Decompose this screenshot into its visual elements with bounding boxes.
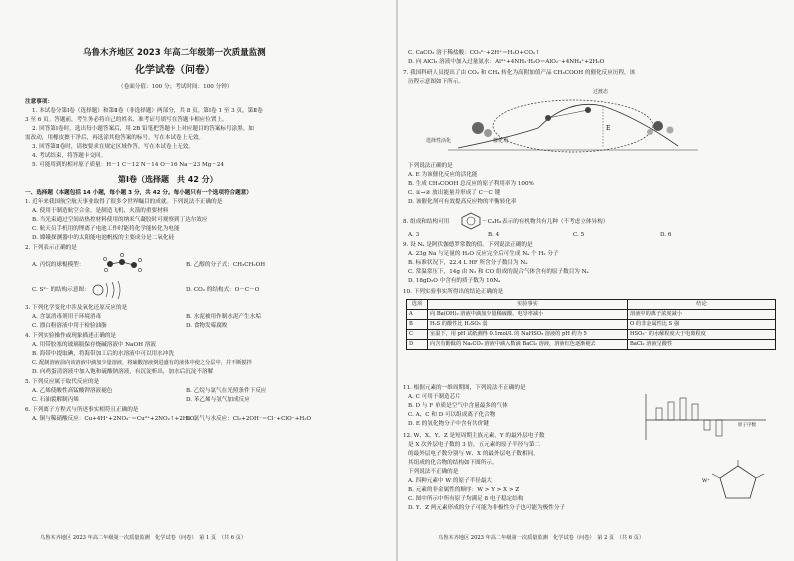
question-12-line: 其组成的化合物的结构如下图所示。 [408,460,498,466]
option: B. 水泥被用作制水泥产生水垢 [186,314,261,320]
option: A. 含氯消毒剂用于环境消毒 [32,314,102,320]
question-12-line: 的最外层电子数分别与 W、X 的最外层电子数相同， [408,451,539,457]
experiment-table [406,299,776,350]
option: B. 4 [488,232,500,238]
part-title: 第Ⅰ卷（选择题 共 42 分） [118,175,218,184]
option: D. CO₂ 的结构式：O－C－O [186,287,260,293]
notice-line: 3 至 6 页。答题前，考生务必将自己的姓名、准考证号填写在答题卡相应位置上。 [25,117,228,123]
option: D. 18gD₂O 中含有的质子数为 10Nₐ [408,278,501,284]
option: C. 漂白粉溶液中用于检验油脂 [32,323,107,329]
option: B. 海带中提取碘，将海带加工后的水溶液中可以用水冲洗 [32,351,174,357]
table-cell: A [407,310,428,320]
option: A. 铜与稀硝酸反应：Cu+4H⁺+2NO₃⁻＝Cu²⁺+2NO₂↑+2H₂O [32,416,195,422]
table-cell: C [407,330,428,340]
option: C. 配制溶液前向该溶液中滴加少量溶液，将硫酸溶液倒进盛有的液体中使之分层中，并不断搅拌 [32,360,252,366]
question-7-stem: 7. 我国科研人员提出了由 CO₂ 和 CH₄ 转化为高附加值产品 CH₃COOH 的催化反应历程，该 [403,70,636,76]
table-cell: H₂S 的酸性比 H₂SO₃ 弱 [428,320,628,330]
option: C. S²⁻ 的结构示意图： [32,287,90,293]
notice-title: 注意事项： [25,99,53,105]
table-cell: 室温下，用 pH 试纸测得 0.1mol/L 的 NaHSO₃ 溶液的 pH 约为 5 [428,330,628,340]
option: A. 23g Na 与足量的 H₂O 反应完全后可生成 Nₐ 个 H₂ 分子 [408,251,559,257]
option: C. CaCO₃ 溶于稀盐酸：CO₃²⁻+2H⁺＝H₂O+CO₂↑ [408,50,540,56]
table-cell: 向含有酚酞的 Na₂CO₃ 溶液中滴入数滴 BaCl₂ 溶液，溶液红色逐渐褪去 [428,340,628,350]
question-3-stem: 3. 下列化学变化中涉及氧化还原反应的是 [25,305,128,311]
benzene-ring-figure [460,212,482,230]
option: C. 石油裂解制丙烯 [32,397,79,403]
question-6-stem: 6. 下列离子方程式与所述事实相符且正确的是 [25,407,139,413]
notice-line: 2. 回答第Ⅰ卷时，选出每小题答案后，用 2B 铅笔把答题卡上对应题目的答案标号涂黑。如 [32,126,254,132]
option: B. 乙醇的分子式：CH₃CH₂OH [186,262,266,268]
table-cell: BaCl₂ 溶液呈酸性 [628,340,776,350]
page-footer: 乌鲁木齐地区 2023 年高二年级第一次质量监测 化学试卷（问卷） 第 2 页 （共 6 页） [438,535,645,541]
option: A. 四种元素中 W 的原子半径最大 [408,478,493,484]
option: A. 丙烷的球棍模型： [32,262,85,268]
question-12-line: 下列说法不正确的是 [408,469,459,475]
option: B. D 与 F 单质是空气中含量最多的气体 [408,403,508,409]
svg-text:E: E [606,125,611,132]
option: B. 乙烷与氯气在光照条件下反应 [186,388,267,394]
table-row [407,310,776,320]
option: D. 向 AlCl₃ 溶液中加入过量氨水：Al³⁺+4NH₃·H₂O＝AlO₂⁻+4NH₄⁺+2H₂O [408,59,605,65]
question-12-line: 是 X 次外层电子数的 3 倍，五元素的原子半径与第二 [408,442,541,448]
option: C. 图中所示中所有原子均满足 8 电子稳定结构 [408,496,524,502]
option: B. 元素的非金属性的顺序：W > Y > X > Z [408,487,520,493]
section-intro: 一、选择题（本题包括 14 小题，每小题 3 分，共 42 分。每小题只有一个选项符合题意） [25,190,252,196]
table-cell: B [407,320,428,330]
question-5-stem: 5. 下列反应属于取代反应的是 [25,379,100,385]
option: B. 当光束通过空间站热控材料使用的纳米气凝胶时可观察到丁达尔效应 [32,217,208,223]
option: D. 苯乙烯与氢气加成反应 [186,397,250,403]
question-9-stem: 9. 设 Nₐ 是阿伏伽德罗常数的值。下列说法正确的是 [403,242,533,248]
option: C. ①→② 放出能量并形成了 C－C 键 [408,190,501,196]
option: A. E 为该催化反应的活化能 [408,172,478,178]
notice-line: 5. 可能用到的相对原子质量：H－1 C－12 N－14 O－16 Na－23 Mg－24 [32,162,225,168]
question-4-stem: 4. 下列实验操作或现象描述正确的是 [25,333,117,339]
table-header-cell: 结论 [628,300,776,310]
reaction-mechanism-figure [428,88,718,160]
table-row [407,330,776,340]
option: A. 3 [408,232,420,238]
figure-label-transition: 过渡态 [593,89,609,95]
option: D. 6 [660,232,672,238]
periodic-chart-figure [626,390,776,452]
exam-meta: （卷面分值：100 分；考试时间：100 分钟） [118,84,233,90]
question-1-stem: 1. 近年来我国航空航天事业取得了很多令世界瞩目的成就。下列说法不正确的是 [25,199,223,205]
page-2 [398,0,794,561]
question-8-stem: 8. 组成和结构可用 [403,219,450,225]
option: D. 向鸡蛋清溶液中加入饱和硫酸钠溶液，有沉淀析出，加水后沉淀不溶解 [32,369,214,375]
table-cell: 向 Ba(OH)₂ 溶液中滴加少量稀硫酸，电导率减小 [428,310,628,320]
table-header [407,300,776,310]
notice-line: 3. 回答第Ⅱ卷时，请按要求在规定区域作答，写在本试卷上无效。 [32,144,194,150]
question-12-stem: 12. W、X、Y、Z 是短周期主族元素，Y 的最外层电子数 [403,433,545,439]
option: A. 乙烯使酸性高锰酸钾溶液褪色 [32,388,113,394]
question-8-stem: 表示的有机物共有几种（不考虑立体异构） [502,219,609,225]
question-11-stem: 11. 根据元素的一维周期图，下列说法不正确的是 [403,385,526,391]
table-row [407,320,776,330]
option: D. E 的氢化物分子中含有共价键 [408,421,489,427]
option: A. 使用于制造航空合金，是制造飞机、火箭的重要材料 [32,208,169,214]
compound-structure-figure [698,458,778,510]
question-2-stem: 2. 下列表示正确的是 [25,245,77,251]
table-header-cell: 选项 [407,300,428,310]
option: D. 该催化剂可有效提高反应物的平衡转化率 [408,199,517,205]
option: D. 食物发霉腐败 [186,323,228,329]
table-row [407,340,776,350]
option: C. 5 [573,232,585,238]
option: D. Y、Z 两元素形成的分子可能为非极性分子也可能为极性分子 [408,505,566,511]
table-cell: D [407,340,428,350]
svg-text:W⁺: W⁺ [702,478,710,484]
sulfide-ion-diagram [90,279,124,301]
page-1 [0,0,396,561]
option: D. 嫦娥探测器中的太阳能电池帆板的主要成分是二氧化硅 [32,235,175,241]
table-cell: O 的非金属性比 S 强 [628,320,776,330]
exam-title: 乌鲁木齐地区 2023 年高二年级第一次质量监测 [83,48,266,58]
notice-line: 需改动，用橡皮擦干净后，再选涂其他答案的标号。写在本试卷上无效。 [25,135,205,141]
option: C. 航天员手机用的锂离子电池工作时能将化学能转化为电能 [32,226,180,232]
chart-axis-label: 原子序数 [738,423,756,428]
option: C. 常温常压下，14g 由 N₂ 和 CO 组成的混合气体含有的原子数目为 Nₐ [408,269,589,275]
paper-subtitle: 化学试卷（问卷） [135,65,215,76]
option: A. 用带胶塞的玻璃瓶保存烧碱溶液中 NaOH 溶液 [32,342,156,348]
option: B. 生成 CH₃COOH 总反应的原子利用率为 100% [408,181,534,187]
question-10-stem: 10. 下列实验事实所得出的结论正确的是 [403,289,504,295]
table-header-cell: 实验事实 [428,300,628,310]
figure-label-activation: 选择性活化 [426,138,452,144]
question-7-stem: 历程示意图如下所示。 [408,79,464,85]
figure-label-catalyst: 催化剂 [493,138,509,144]
notice-line: 1. 本试卷分第Ⅰ卷（选择题）和第Ⅱ卷（非选择题）两部分，共 8 页。第Ⅰ卷 1 至 3 页，第Ⅱ卷 [32,108,263,114]
option: B. 氯气与水反应：Cl₂+2OH⁻＝Cl⁻+ClO⁻+H₂O [186,416,312,422]
substituent-label: －C₄H₉ [482,219,502,225]
option: C. A、C 和 D 可以组成离子化合物 [408,412,496,418]
table-cell: HSO₃⁻ 的水解程度大于电离程度 [628,330,776,340]
propane-model-figure [100,252,146,274]
table-cell: 溶液中的离子浓度减小 [628,310,776,320]
question-7-ask: 下列说法正确的是 [408,163,453,169]
option: B. 标准状况下，22.4 L HF 所含分子数目为 Nₐ [408,260,528,266]
notice-line: 4. 考试结束，将答题卡交回。 [32,153,107,159]
option: A. C 可用于制造芯片 [408,394,461,400]
page-footer: 乌鲁木齐地区 2023 年高二年级第一次质量监测 化学试卷（问卷） 第 1 页 （共 6 页） [40,535,247,541]
